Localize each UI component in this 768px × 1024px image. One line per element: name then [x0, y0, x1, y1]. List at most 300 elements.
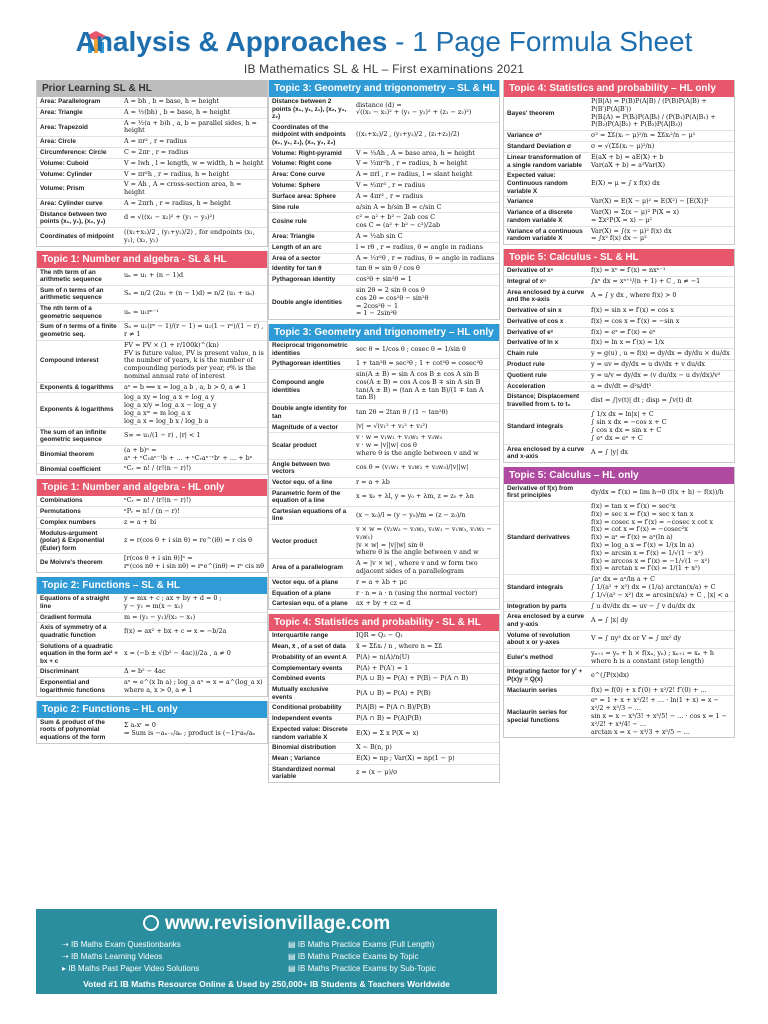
section-topic1-hl	[36, 479, 268, 573]
formula-row	[269, 703, 499, 714]
formula-label: Circumference: Circle	[40, 149, 107, 157]
formula-expression: x̄ = Σfᵢxᵢ / n , where n = Σfᵢ	[356, 641, 443, 650]
formula-row	[37, 108, 267, 119]
formula-row	[504, 227, 734, 245]
formula-label: Standard Deviation σ	[507, 143, 572, 151]
formula-row	[504, 382, 734, 393]
formula-expression: P(A) = n(A)/n(U)	[356, 652, 410, 661]
formula-row	[37, 180, 267, 199]
title-rest: - 1 Page Formula Sheet	[387, 26, 693, 57]
formula-label: Coordinates of midpoint	[40, 232, 114, 240]
formula-label: Double angle identities	[272, 298, 342, 306]
formula-expression: ⁿCᵣ = n! / (r!(n − r)!)	[124, 464, 191, 473]
formula-label: Mean ; Variance	[272, 755, 321, 763]
formula-label: Vector equ. of a line	[272, 478, 333, 486]
formula-label: Length of an arc	[272, 243, 322, 251]
formula-expression: P(A|B) = P(A ∩ B)/P(B)	[356, 703, 431, 712]
formula-row	[37, 304, 267, 322]
formula-row	[37, 642, 267, 668]
formula-row	[37, 613, 267, 624]
formula-row	[269, 341, 499, 359]
formula-expression: A = 2πrh , r = radius, h = height	[124, 198, 231, 207]
formula-label: Pythagorean identity	[272, 276, 336, 284]
formula-label: Sum & product of the roots of polynomial equations of the form	[40, 718, 106, 741]
formula-label: Complex numbers	[40, 518, 96, 526]
formula-row	[37, 507, 267, 518]
formula-expression: cos θ = (v₁w₁ + v₂w₂ + v₃w₃)/|v||w|	[356, 463, 469, 472]
formula-expression: A = bh , b = base, h = height	[124, 97, 220, 105]
formula-expression: y = u/v ⇒ dy/dx = (v du/dx − u dv/dx)/v²	[591, 370, 721, 379]
formula-label: Gradient formula	[40, 613, 92, 621]
section-heading: Topic 4: Statistics and probability – HL only	[504, 80, 734, 97]
formula-row	[269, 359, 499, 370]
formula-label: Exponents & logarithms	[40, 406, 114, 414]
formula-expression: Var(X) = ∫(x − μ)² f(x) dx = ∫x² f(x) dx − μ²	[591, 226, 672, 243]
formula-label: Bayes' theorem	[507, 109, 555, 117]
formula-label: Integrating factor for y′ + P(x)y = Q(x)	[507, 668, 583, 683]
formula-expression: uₙ = u₁ + (n − 1)d	[124, 271, 184, 280]
formula-label: Compound angle identities	[272, 379, 325, 394]
formula-row	[269, 664, 499, 675]
formula-label: Euler's method	[507, 653, 553, 661]
formula-label: Volume: Right cone	[272, 160, 332, 168]
formula-expression: tan θ = sin θ / cos θ	[356, 264, 420, 273]
formula-expression: sin 2θ = 2 sin θ cos θ cos 2θ = cos²θ − sin²θ = 2cos²θ − 1 = 1 − 2sin²θ	[356, 285, 429, 318]
formula-label: Surface area: Sphere	[272, 192, 336, 200]
formula-row	[504, 306, 734, 317]
formula-expression: f(x) = cos x ⇒ f′(x) = −sin x	[591, 316, 680, 325]
formula-label: Identity for tan θ	[272, 265, 322, 273]
formula-expression: A = |v × w| , where v and w form two adjacent sides of a parallelogram	[356, 559, 478, 575]
formula-expression: ∫ u dv/dx dx = uv − ∫ v du/dx dx	[591, 601, 696, 610]
formula-expression: r = a + λb + μc	[356, 577, 407, 586]
formula-expression: cos²θ + sin²θ = 1	[356, 275, 412, 284]
formula-row	[37, 464, 267, 474]
formula-expression: V = ⅓Ah , A = base area, h = height	[356, 148, 475, 157]
formula-expression: IQR = Q₃ − Q₁	[356, 631, 404, 640]
formula-row	[269, 507, 499, 525]
formula-label: Integration by parts	[507, 602, 567, 610]
formula-expression: Sₙ = u₁(rⁿ − 1)/(r − 1) = u₁(1 − rⁿ)/(1 − r) , r ≠ 1	[124, 322, 264, 338]
formula-label: The nth term of a geometric sequence	[40, 304, 102, 320]
formula-label: Volume: Prism	[40, 185, 85, 193]
formula-label: Double angle identity for tan	[272, 405, 347, 420]
formula-label: Standard integrals	[507, 584, 564, 592]
formula-row	[37, 623, 267, 641]
section-heading: Topic 1: Number and algebra - HL only	[37, 479, 267, 496]
formula-expression: FV = PV × (1 + r/100k)^(kn) FV is future value, PV is present value, n is the number of years, k is the number of compounding periods per year, r% is the nominal annual rate of interest	[124, 340, 264, 380]
formula-expression: aˣ = b ⟺ x = log_a b , a, b > 0, a ≠ 1	[124, 382, 247, 391]
footer-link-label: IB Maths Past Paper Video Solutions	[68, 964, 200, 973]
formula-row	[269, 170, 499, 181]
footer-link-label: IB Maths Practice Exams (Full Length)	[297, 940, 435, 949]
formula-row	[37, 718, 267, 743]
formula-expression: V = ⅓πr²h , r = radius, h = height	[356, 159, 468, 168]
formula-label: Distance between 2 points (x₁, y₁, z₁), (x₂, y₂, z₂)	[272, 98, 347, 121]
formula-label: Derivative of sin x	[507, 307, 562, 315]
formula-label: Solutions of a quadratic equation in the form ax² + bx + c	[40, 642, 118, 665]
formula-expression: f(x) = f(0) + x f′(0) + x²/2! f″(0) + …	[591, 685, 707, 694]
formula-label: Area: Triangle	[272, 233, 315, 241]
formula-row	[269, 123, 499, 149]
formula-row	[269, 725, 499, 743]
formula-row	[37, 199, 267, 210]
formula-row	[504, 131, 734, 142]
formula-row	[37, 518, 267, 529]
formula-row	[37, 159, 267, 170]
footer-link[interactable]: ▤ IB Maths Practice Exams (Full Length)	[288, 940, 435, 949]
formula-expression: y = mx + c ; ax + by + d = 0 ; y − y₁ = m(x − x₁)	[124, 594, 222, 610]
formula-label: Volume of revolution about x or y-axes	[507, 631, 571, 647]
formula-expression: (a + b)ⁿ = aⁿ + ⁿC₁aⁿ⁻¹b + … + ⁿCᵣaⁿ⁻ʳbʳ + … + bⁿ	[124, 445, 253, 462]
formula-expression: f(x) = xⁿ ⇒ f′(x) = nxⁿ⁻¹	[591, 266, 666, 275]
formula-expression: E(X) = Σ x P(X = x)	[356, 728, 419, 737]
formula-row	[37, 393, 267, 427]
formula-expression: A = πrl , r = radius, l = slant height	[356, 170, 473, 179]
formula-row	[37, 446, 267, 465]
formula-label: Standard derivatives	[507, 534, 570, 542]
formula-label: Area: Cylinder curve	[40, 200, 103, 208]
formula-label: Volume: Cylinder	[40, 170, 93, 178]
formula-label: Binomial theorem	[40, 450, 94, 458]
formula-label: Variance of a continuous random variable X	[507, 227, 583, 243]
formula-label: Cartesian equ. of a plane	[272, 600, 348, 608]
formula-row	[269, 254, 499, 265]
formula-expression: log_a xy = log_a x + log_a y log_a x/y = log_a x − log_a y log_a xᵐ = m log_a x log_a x = log_b x / log_b a	[124, 393, 217, 425]
formula-expression: a/sin A = b/sin B = c/sin C	[356, 202, 442, 211]
formula-row	[37, 228, 267, 246]
footer-link[interactable]: ▤ IB Maths Practice Exams by Sub-Topic	[288, 964, 436, 973]
formula-expression: σ = √(Σfᵢ(xᵢ − μ)²/n)	[591, 141, 655, 150]
formula-label: Standardized normal variable	[272, 765, 336, 781]
column-1	[36, 80, 268, 748]
formula-label: Area: Triangle	[40, 108, 83, 116]
formula-row	[37, 97, 267, 108]
formula-expression: v · w = v₁w₁ + v₂w₂ + v₃w₃ v · w = |v||w| cos θ where θ is the angle between v and w	[356, 433, 479, 457]
formula-row	[504, 328, 734, 339]
footer-link-label: IB Maths Learning Videos	[70, 952, 163, 961]
page-subtitle: IB Mathematics SL & HL – First examinations 2021	[243, 62, 525, 76]
formula-expression: dy/dx = f′(x) = lim h→0 (f(x + h) − f(x))/h	[591, 487, 724, 496]
footer-link[interactable]: ▤ IB Maths Practice Exams by Topic	[288, 952, 419, 961]
formula-label: Area enclosed by a curve and x-axis	[507, 445, 585, 461]
formula-label: Variance	[507, 198, 534, 206]
formula-label: Scalar product	[272, 442, 317, 450]
formula-expression: |v| = √(v₁² + v₂² + v₃²)	[356, 422, 428, 431]
formula-expression: distance (d) = √((x₁ − x₂)² + (y₁ − y₂)² + (z₁ − z₂)²)	[356, 100, 472, 117]
formula-expression: V = πr²h , r = radius, h = height	[124, 169, 230, 178]
formula-expression: l = rθ , r = radius, θ = angle in radians	[356, 242, 483, 251]
formula-label: Compound interest	[40, 357, 99, 365]
formula-row	[269, 422, 499, 433]
formula-label: Area: Parallelogram	[40, 98, 101, 106]
formula-label: Area enclosed by a curve and the x-axis	[507, 288, 585, 304]
formula-label: Complementary events	[272, 664, 343, 672]
formula-row	[37, 678, 267, 696]
formula-row	[504, 696, 734, 737]
formula-label: Axis of symmetry of a quadratic function	[40, 624, 107, 639]
formula-label: Linear transformation of a single random variable	[507, 153, 582, 169]
formula-label: Integral of xⁿ	[507, 278, 546, 286]
formula-expression: ax + by + cz = d	[356, 599, 411, 608]
footer-link-label: IB Maths Practice Exams by Sub-Topic	[297, 964, 436, 973]
formula-row	[269, 714, 499, 725]
formula-expression: x = x₀ + λl, y = y₀ + λm, z = z₀ + λn	[356, 492, 474, 501]
formula-row	[504, 410, 734, 444]
formula-expression: A = ½(a + b)h , a, b = parallel sides, h = height	[124, 118, 257, 135]
formula-expression: r = a + λb	[356, 477, 390, 486]
formula-row	[269, 525, 499, 559]
section-prior-learning	[36, 80, 268, 247]
formula-row	[269, 642, 499, 653]
formula-label: Exponents & logarithms	[40, 383, 114, 391]
formula-expression: aˣ = e^(x ln a) ; log_a aˣ = x = a^(log_a x) where a, x > 0, a ≠ 1	[124, 678, 263, 694]
formula-expression: A = ∫ |y| dx	[591, 448, 629, 457]
formula-row	[269, 754, 499, 765]
section-heading: Topic 5: Calculus – HL only	[504, 467, 734, 484]
formula-row	[504, 153, 734, 172]
globe-icon	[143, 915, 159, 931]
formula-row	[504, 266, 734, 277]
formula-expression: z = r(cos θ + i sin θ) = re^(iθ) = r cis θ	[124, 536, 252, 545]
formula-label: Area: Cone curve	[272, 171, 325, 179]
formula-row	[269, 765, 499, 782]
formula-row	[504, 686, 734, 697]
formula-label: Reciprocal trigonometric identities	[272, 342, 348, 357]
formula-row	[269, 286, 499, 319]
formula-expression: f(x) = eˣ ⇒ f′(x) = eˣ	[591, 327, 656, 336]
footer-tagline: Voted #1 IB Maths Resource Online & Used by 250,000+ IB Students & Teachers Worldwide	[83, 979, 450, 989]
formula-row	[37, 529, 267, 555]
formula-expression: tan 2θ = 2tan θ / (1 − tan²θ)	[356, 407, 448, 416]
formula-label: Combined events	[272, 675, 326, 683]
formula-row	[504, 360, 734, 371]
formula-label: Combinations	[40, 497, 83, 505]
formula-label: Cosine rule	[272, 218, 307, 226]
formula-expression: x = (−b ± √(b² − 4ac))/2a , a ≠ 0	[124, 649, 231, 658]
formula-label: Sum of n terms of an arithmetic sequence	[40, 286, 104, 302]
formula-label: Expected value: Continuous random variable X	[507, 172, 568, 195]
formula-expression: C = 2πr , r = radius	[124, 147, 189, 156]
footer-link-label: IB Maths Practice Exams by Topic	[297, 952, 419, 961]
formula-expression: V = ∫ πy² dx or V = ∫ πx² dy	[591, 634, 681, 643]
section-heading: Topic 2: Functions – HL only	[37, 701, 267, 718]
formula-label: Distance between two points (x₁, y₁), (x₂, y₂)	[40, 210, 107, 226]
formula-expression: P(B|A) = P(B)P(A|B) / (P(B)P(A|B) + P(B′)P(A|B′)) P(Bᵢ|A) = P(Bᵢ)P(A|Bᵢ) / (P(B₁)P(A|B₁) + P(B₂)P(A|B₂) + P(B₃)P(A|B₃))	[591, 97, 716, 129]
section-topic5-hl	[503, 467, 735, 738]
formula-row	[504, 649, 734, 668]
footer-link[interactable]: ▸ IB Maths Past Paper Video Solutions	[62, 964, 200, 973]
formula-label: Independent events	[272, 715, 333, 723]
formula-label: Area: Trapezoid	[40, 123, 88, 131]
formula-label: Binomial distribution	[272, 744, 336, 752]
formula-row	[504, 502, 734, 575]
footer-link[interactable]: ⇢ IB Maths Exam Questionbanks	[62, 940, 181, 949]
formula-label: Sine rule	[272, 203, 299, 211]
formula-expression: ⁿPᵣ = n! / (n − r)!	[124, 507, 180, 516]
formula-row	[37, 554, 267, 572]
formula-expression: r · n = a · n (using the normal vector)	[356, 588, 478, 597]
formula-row	[269, 631, 499, 642]
formula-expression: f(x) = tan x ⇒ f′(x) = sec²x f(x) = sec x ⇒ f′(x) = sec x tan x f(x) = cosec x ⇒ f′(x) = −cosec x cot x f(x) = cot x ⇒ f′(x) = −cosec²x f(x) = aˣ ⇒ f′(x) = aˣ(ln a) f(x) = log_a x ⇒ f′(x) = 1/(x ln a) f(x) = arcsin x ⇒ f′(x) = 1/√(1 − x²) f(x) = arccos x ⇒ f′(x) = −1/√(1 − x²) f(x) = arctan x ⇒ f′(x) = 1/(1 + x²)	[591, 502, 714, 573]
formula-expression: P(A ∪ B) = P(A) + P(B) − P(A ∩ B)	[356, 674, 469, 683]
formula-row	[37, 137, 267, 148]
formula-label: Mean, x̄ , of a set of data	[272, 643, 346, 651]
formula-label: Equation of a plane	[272, 589, 331, 597]
formula-expression: E(X) = np ; Var(X) = np(1 − p)	[356, 753, 455, 762]
formula-row	[269, 192, 499, 203]
formula-label: Parametric form of the equation of a line	[272, 489, 341, 505]
section-topic2-sl	[36, 577, 268, 697]
formula-label: Vector product	[272, 537, 318, 545]
formula-label: Mutually exclusive events	[272, 686, 329, 701]
page-header	[0, 0, 768, 78]
formula-label: Interquartile range	[272, 632, 329, 640]
website-url: www.revisionvillage.com	[164, 913, 391, 934]
formula-label: Sum of n terms of a finite geometric seq.	[40, 323, 117, 338]
formula-row	[269, 433, 499, 459]
formula-row	[504, 277, 734, 288]
formula-row	[504, 288, 734, 306]
formula-expression: sec θ = 1/cos θ ; cosec θ = 1/sin θ	[356, 344, 466, 353]
formula-label: Equations of a straight line	[40, 595, 110, 610]
column-3	[503, 80, 735, 742]
formula-expression: 1 + tan²θ = sec²θ ; 1 + cot²θ = cosec²θ	[356, 359, 483, 368]
formula-label: Product rule	[507, 361, 545, 368]
formula-expression: ∫ 1/x dx = ln|x| + C ∫ sin x dx = −cos x + C ∫ cos x dx = sin x + C ∫ eˣ dx = eˣ + C	[591, 410, 667, 442]
section-topic2-hl	[36, 701, 268, 744]
formula-expression: y = g(u) , u = f(x) ⇒ dy/dx = dy/du × du/dx	[591, 349, 730, 358]
formula-label: Volume: Right-pyramid	[272, 149, 342, 157]
formula-expression: Var(X) = E(X − μ)² = E(X²) − [E(X)]²	[591, 197, 709, 206]
formula-expression: f(x) = sin x ⇒ f′(x) = cos x	[591, 305, 675, 314]
formula-row	[269, 599, 499, 609]
formula-row	[504, 667, 734, 685]
formula-row	[269, 370, 499, 404]
formula-expression: uₙ = u₁rⁿ⁻¹	[124, 307, 159, 316]
formula-expression: [r(cos θ + i sin θ)]ⁿ = rⁿ(cos nθ + i sin nθ) = rⁿe^(inθ) = rⁿ cis nθ	[124, 554, 264, 571]
formula-row	[269, 460, 499, 478]
formula-row	[504, 484, 734, 502]
formula-row	[504, 317, 734, 328]
formula-label: Volume: Sphere	[272, 182, 321, 190]
formula-expression: E(X) = μ = ∫ x f(x) dx	[591, 178, 660, 187]
formula-expression: f(x) = ln x ⇒ f′(x) = 1/x	[591, 338, 665, 347]
formula-row	[269, 478, 499, 489]
formula-row	[37, 148, 267, 159]
column-2	[268, 80, 500, 787]
formula-expression: m = (y₂ − y₁)/(x₂ − x₁)	[124, 612, 196, 621]
formula-expression: P(A ∪ B) = P(A) + P(B)	[356, 688, 431, 697]
formula-label: Probability of an event A	[272, 653, 347, 661]
formula-row	[269, 578, 499, 589]
formula-label: Derivative of xⁿ	[507, 267, 554, 275]
formula-label: Derivative of f(x) from first principles	[507, 484, 574, 500]
formula-expression: A = πr² , r = radius	[124, 137, 187, 146]
formula-row	[269, 404, 499, 422]
section-topic4-sl	[268, 614, 500, 783]
formula-label: Expected value: Discrete random variable X	[272, 725, 348, 741]
formula-expression: A = ∫ |x| dy	[591, 616, 629, 625]
section-topic3-sl	[268, 80, 500, 320]
formula-expression: S∞ = u₁/(1 − r) , |r| < 1	[124, 431, 201, 440]
formula-expression: E(aX + b) = aE(X) + b Var(aX + b) = a²Var(X)	[591, 152, 665, 169]
formula-row	[504, 445, 734, 462]
formula-row	[504, 97, 734, 131]
promo-footer	[36, 909, 497, 994]
formula-expression: ∫xⁿ dx = xⁿ⁺¹/(n + 1) + C , n ≠ −1	[591, 276, 701, 285]
formula-expression: A = ½(bh) , b = base, h = height	[124, 107, 231, 116]
formula-expression: V = lwh , l = length, w = width, h = height	[124, 158, 264, 167]
formula-expression: V = ⁴⁄₃πr³ , r = radius	[356, 180, 426, 189]
formula-label: Area of a parallelogram	[272, 564, 344, 572]
formula-expression: a = dv/dt = d²s/dt²	[591, 381, 652, 390]
formula-label: Area of a sector	[272, 254, 321, 262]
formula-label: Distance; Displacement travelled from t₁ to t₂	[507, 393, 580, 408]
formula-label: The nth term of an arithmetic sequence	[40, 268, 102, 284]
formula-label: Magnitude of a vector	[272, 423, 339, 431]
formula-row	[37, 383, 267, 394]
formula-expression: Δ = b² − 4ac	[124, 667, 166, 676]
formula-row	[269, 674, 499, 685]
formula-expression: Σ aᵣxʳ = 0 ⇒ Sum is −aₙ₋₁/aₙ ; product is (−1)ⁿa₀/aₙ	[124, 721, 256, 738]
section-heading: Topic 1: Number and algebra - SL & HL	[37, 251, 267, 268]
formula-row	[504, 142, 734, 153]
footer-link[interactable]: ⇢ IB Maths Learning Videos	[62, 952, 163, 961]
formula-expression: yₙ₊₁ = yₙ + h × f(xₙ, yₙ) ; xₙ₊₁ = xₙ + h where h is a constant (step length)	[591, 648, 715, 665]
formula-expression: y = uv ⇒ dy/dx = u dv/dx + v du/dx	[591, 359, 705, 368]
section-heading: Topic 5: Calculus - SL & HL	[504, 249, 734, 266]
formula-label: Area: Circle	[40, 138, 76, 146]
formula-row	[504, 575, 734, 601]
formula-label: Conditional probability	[272, 704, 342, 712]
formula-expression: dist = ∫|v(t)| dt ; disp = ∫v(t) dt	[591, 395, 693, 404]
formula-row	[269, 149, 499, 160]
formula-expression: z = (x − μ)/σ	[356, 768, 398, 777]
formula-row	[504, 612, 734, 630]
website-link[interactable]	[36, 913, 497, 935]
formula-label: Quotient rule	[507, 371, 547, 379]
formula-row	[269, 743, 499, 754]
formula-row	[37, 667, 267, 678]
formula-row	[269, 559, 499, 578]
formula-label: Vector equ. of a plane	[272, 578, 339, 586]
formula-expression: ⁿCᵣ = n! / (r!(n − r)!)	[124, 496, 191, 505]
formula-expression: (x − x₀)/l = (y − y₀)/m = (z − z₀)/n	[356, 510, 466, 519]
formula-row	[37, 210, 267, 228]
formula-expression: V = Ah , A = cross-section area, h = height	[124, 180, 242, 197]
formula-row	[504, 171, 734, 197]
formula-label: Acceleration	[507, 382, 546, 390]
formula-label: Maclaurin series	[507, 686, 558, 694]
formula-expression: Sₙ = n/2 (2u₁ + (n − 1)d) = n/2 (u₁ + uₙ)	[124, 289, 255, 298]
formula-row	[504, 208, 734, 227]
formula-expression: ((x₁+x₂)/2 , (y₁+y₂)/2) , for endpoints (x₁, y₁), (x₂, y₂)	[124, 227, 255, 244]
formula-expression: z = a + bi	[124, 517, 157, 526]
formula-row	[37, 594, 267, 613]
title-main: Analysis & Approaches	[75, 26, 388, 57]
formula-label: Discriminant	[40, 668, 79, 676]
formula-label: Permutations	[40, 508, 81, 516]
formula-expression: A = ½ab sin C	[356, 231, 403, 240]
formula-label: Binomial coefficient	[40, 465, 101, 473]
formula-row	[504, 631, 734, 649]
formula-row	[504, 197, 734, 208]
formula-label: Variance σ²	[507, 132, 542, 140]
formula-label: Exponential and logarithmic functions	[40, 679, 105, 694]
formula-row	[37, 341, 267, 383]
formula-row	[269, 181, 499, 192]
